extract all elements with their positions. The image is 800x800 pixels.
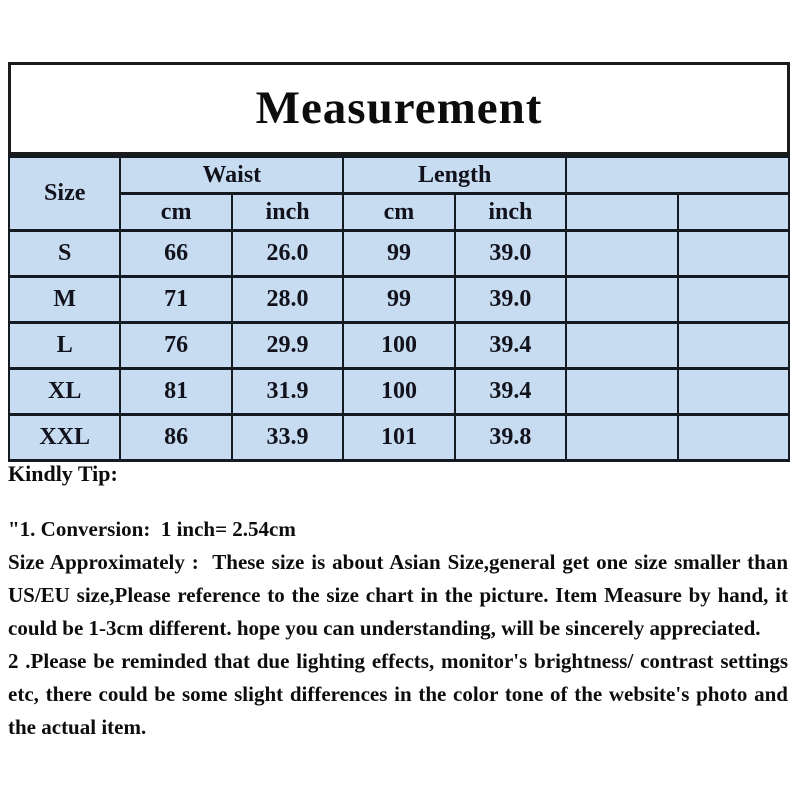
size-approximately-note: Size Approximately : These size is about Asian Size,general get one size smaller than US/EU size,Please reference to the size chart in the picture. Item Measure by hand, it could be 1-3cm different. hope you can understanding, will be sincerely appreciated. [8, 550, 794, 640]
header-waist-cm: cm [120, 194, 231, 231]
cell-length-inch: 39.0 [455, 231, 566, 277]
cell-length-cm: 99 [343, 277, 454, 323]
cell-length-inch: 39.4 [455, 369, 566, 415]
cell-empty [566, 415, 677, 461]
cell-waist-inch: 28.0 [232, 277, 343, 323]
table-header-unit-row [9, 194, 789, 231]
table-row-l [9, 323, 789, 369]
cell-waist-cm: 66 [120, 231, 231, 277]
lighting-difference-note: 2 .Please be reminded that due lighting effects, monitor's brightness/ contrast settings etc, there could be some slight differences in the color tone of the website's photo and the actual item. [8, 649, 794, 739]
cell-size: XXL [9, 415, 120, 461]
table-row-xxl [9, 415, 789, 461]
cell-size: M [9, 277, 120, 323]
cell-waist-cm: 71 [120, 277, 231, 323]
cell-empty [678, 415, 789, 461]
cell-waist-cm: 76 [120, 323, 231, 369]
cell-length-cm: 100 [343, 323, 454, 369]
cell-empty [678, 323, 789, 369]
header-empty-cell [566, 194, 677, 231]
cell-size: L [9, 323, 120, 369]
cell-waist-inch: 26.0 [232, 231, 343, 277]
kindly-tip-heading: Kindly Tip: [8, 461, 118, 486]
cell-empty [566, 277, 677, 323]
cell-length-inch: 39.0 [455, 277, 566, 323]
cell-empty [566, 323, 677, 369]
cell-empty [678, 369, 789, 415]
conversion-note: "1. Conversion: 1 inch= 2.54cm [8, 517, 296, 541]
header-waist-inch: inch [232, 194, 343, 231]
header-empty-cell [678, 194, 789, 231]
cell-length-cm: 100 [343, 369, 454, 415]
cell-empty [566, 369, 677, 415]
table-row-m [9, 277, 789, 323]
cell-waist-cm: 86 [120, 415, 231, 461]
cell-waist-inch: 29.9 [232, 323, 343, 369]
measurement-table [8, 155, 790, 462]
table-header-group-row [9, 157, 789, 194]
header-waist: Waist [120, 157, 343, 194]
page-title: Measurement [255, 82, 543, 134]
header-length-inch: inch [455, 194, 566, 231]
cell-waist-inch: 31.9 [232, 369, 343, 415]
cell-empty [566, 231, 677, 277]
cell-length-inch: 39.4 [455, 323, 566, 369]
cell-length-inch: 39.8 [455, 415, 566, 461]
cell-size: XL [9, 369, 120, 415]
header-length-cm: cm [343, 194, 454, 231]
header-empty-group [566, 157, 789, 194]
measurement-title-box [8, 62, 790, 155]
cell-waist-cm: 81 [120, 369, 231, 415]
cell-length-cm: 101 [343, 415, 454, 461]
cell-size: S [9, 231, 120, 277]
cell-waist-inch: 33.9 [232, 415, 343, 461]
table-row-s [9, 231, 789, 277]
header-length: Length [343, 157, 566, 194]
cell-empty [678, 231, 789, 277]
table-row-xl [9, 369, 789, 415]
cell-empty [678, 277, 789, 323]
header-size: Size [9, 157, 120, 231]
kindly-tip-section [8, 460, 794, 744]
cell-length-cm: 99 [343, 231, 454, 277]
